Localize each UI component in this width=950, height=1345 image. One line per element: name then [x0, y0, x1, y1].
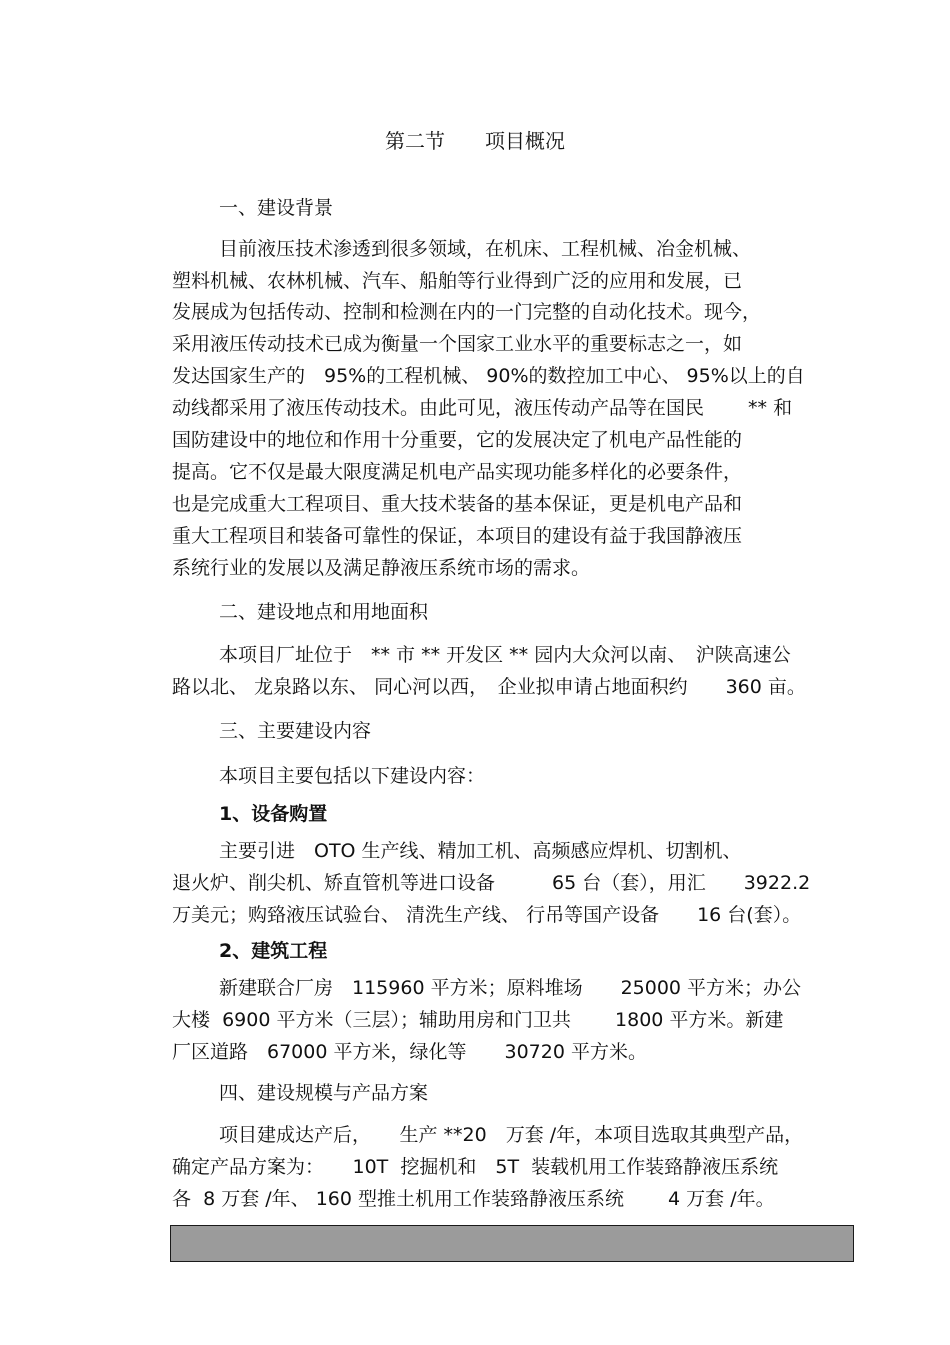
paragraph-line: 主要引进 OTO 生产线、精加工机、高频感应焊机、切割机、	[219, 840, 742, 862]
paragraph-line: 本项目厂址位于 ** 市 ** 开发区 ** 园内大众河以南、 沪陕高速公	[219, 644, 791, 666]
paragraph-line: 各 8 万套 /年、 160 型推土机用工作装臵静液压系统 4 万套 /年。	[172, 1188, 775, 1210]
paragraph-line: 目前液压技术渗透到很多领域，在机床、工程机械、冶金机械、	[219, 238, 752, 260]
heading-location: 二、建设地点和用地面积	[219, 601, 429, 623]
paragraph-line: 退火炉、削尖机、矫直管机等进口设备 65 台（套），用汇 3922.2	[172, 872, 811, 894]
paragraph-line: 项目建成达产后， 生产 **20 万套 /年，本项目选取其典型产品，	[219, 1124, 804, 1146]
paragraph-line: 新建联合厂房 115960 平方米；原料堆场 25000 平方米；办公	[219, 977, 802, 999]
paragraph-line: 重大工程项目和装备可靠性的保证，本项目的建设有益于我国静液压	[172, 525, 743, 547]
paragraph-line: 也是完成重大工程项目、重大技术装备的基本保证，更是机电产品和	[172, 493, 743, 515]
paragraph-line: 发展成为包括传动、控制和检测在内的一门完整的自动化技术。现今，	[172, 301, 762, 323]
paragraph-line: 大楼 6900 平方米（三层）；辅助用房和门卫共 1800 平方米。新建	[172, 1009, 784, 1031]
paragraph-line: 动线都采用了液压传动技术。由此可见，液压传动产品等在国民 ** 和	[172, 397, 793, 419]
paragraph-line: 塑料机械、农林机械、汽车、船舶等行业得到广泛的应用和发展，已	[172, 270, 743, 292]
paragraph-line: 厂区道路 67000 平方米，绿化等 30720 平方米。	[172, 1041, 647, 1063]
gray-footer-bar	[170, 1225, 854, 1262]
paragraph-line: 采用液压传动技术已成为衡量一个国家工业水平的重要标志之一，如	[172, 333, 743, 355]
paragraph-line: 提高。它不仅是最大限度满足机电产品实现功能多样化的必要条件，	[172, 461, 743, 483]
subheading-construction: 2、建筑工程	[219, 940, 328, 962]
heading-content: 三、主要建设内容	[219, 720, 372, 742]
paragraph-line: 万美元；购臵液压试验台、 清洗生产线、 行吊等国产设备 16 台(套）。	[172, 904, 802, 926]
heading-background: 一、建设背景	[219, 197, 334, 219]
paragraph-line: 路以北、 龙泉路以东、 同心河以西， 企业拟申请占地面积约 360 亩。	[172, 676, 806, 698]
paragraph-line: 发达国家生产的 95%的工程机械、 90%的数控加工中心、 95%以上的自	[172, 365, 805, 387]
paragraph-line: 国防建设中的地位和作用十分重要，它的发展决定了机电产品性能的	[172, 429, 743, 451]
heading-scale: 四、建设规模与产品方案	[219, 1082, 429, 1104]
subheading-equipment: 1、设备购置	[219, 803, 328, 825]
paragraph-line: 系统行业的发展以及满足静液压系统市场的需求。	[172, 557, 591, 579]
paragraph-line: 本项目主要包括以下建设内容：	[219, 765, 486, 787]
section-title: 第二节 项目概况	[385, 129, 565, 153]
paragraph-line: 确定产品方案为： 10T 挖掘机和 5T 装载机用工作装臵静液压系统	[172, 1156, 779, 1178]
